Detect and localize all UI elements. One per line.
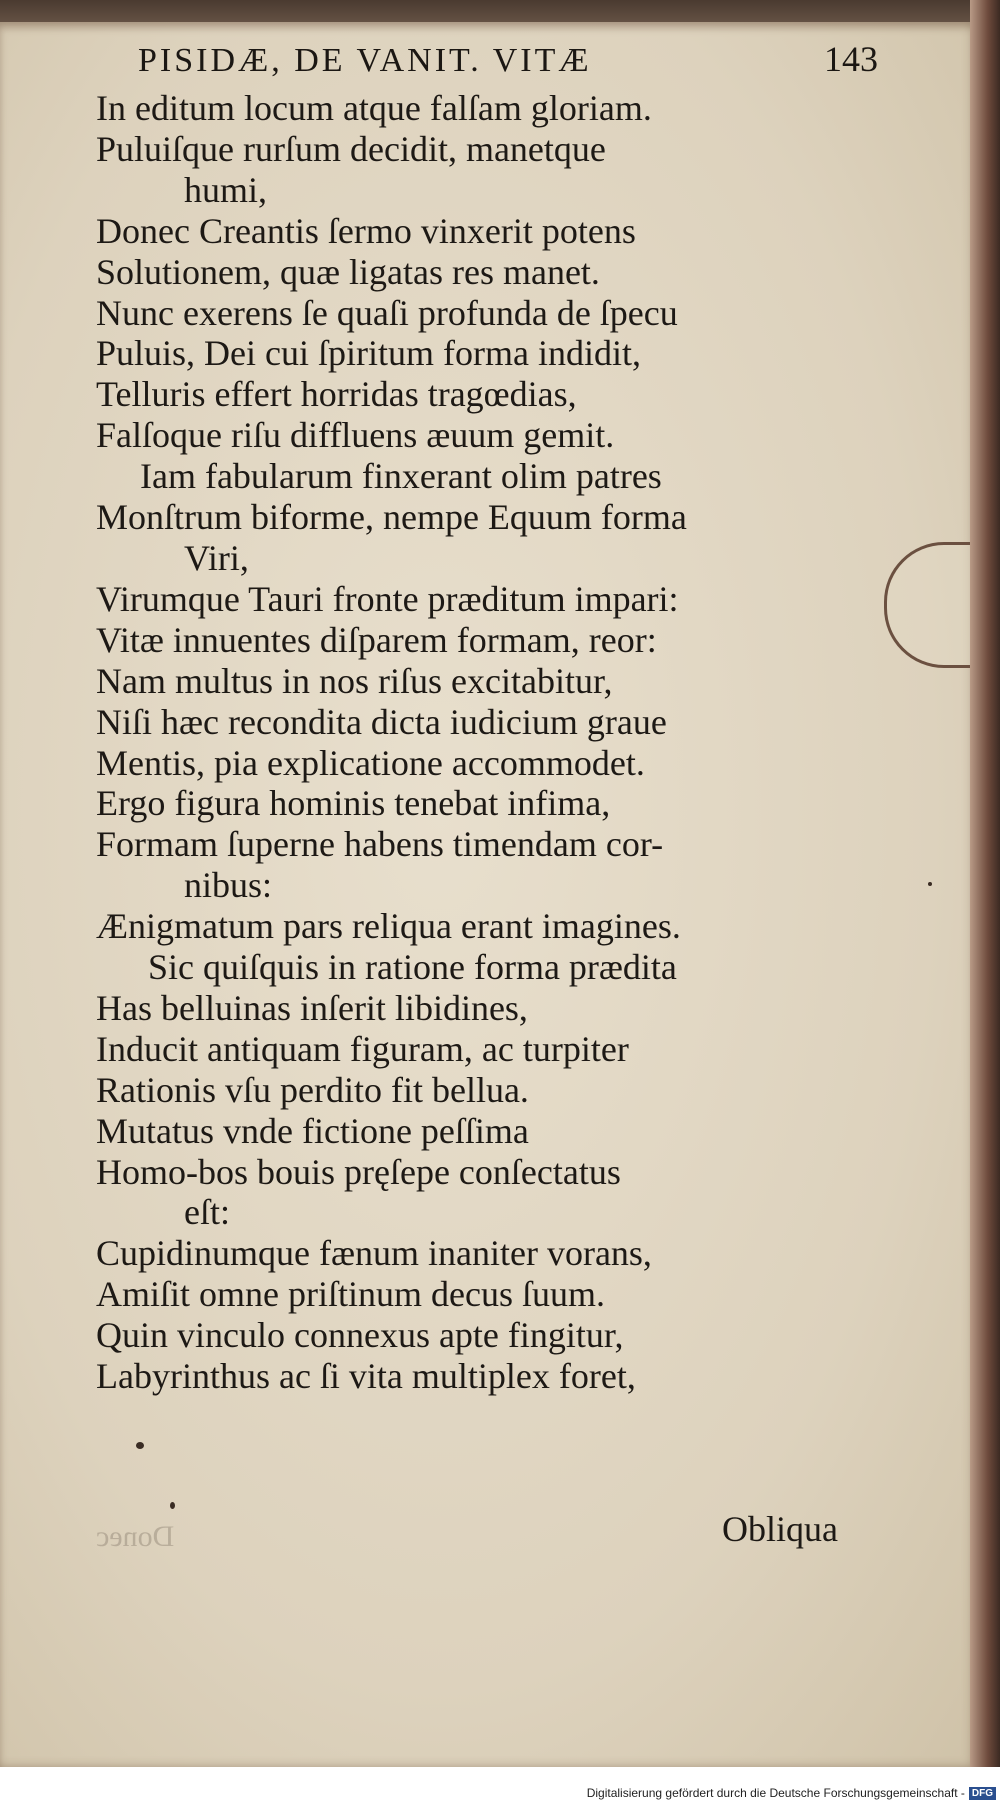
catchword: Obliqua	[722, 1509, 838, 1549]
verse-line: Nunc exerens ſe quaſi profunda de ſpecu	[96, 292, 678, 333]
running-head	[138, 38, 878, 80]
verse-line-continuation: eſt:	[184, 1192, 230, 1233]
verse-line: Mentis, pia explicatione accommodet.	[96, 742, 645, 783]
digitization-credit	[587, 1786, 996, 1800]
running-title: PISIDÆ, DE VANIT. VITÆ	[138, 42, 592, 79]
verse-line-indented: Sic quiſquis in ratione forma prædita	[148, 947, 677, 988]
verse-line-continuation: nibus:	[184, 865, 273, 906]
verse-line: Solutionem, quæ ligatas res manet.	[96, 251, 600, 292]
verse-text	[96, 88, 856, 1397]
verse-line: Monſtrum biforme, nempe Equum forma	[96, 497, 687, 538]
verse-line: Quin vinculo connexus apte fingitur,	[96, 1315, 624, 1356]
book-right-edge	[970, 0, 1000, 1780]
credit-text: Digitalisierung gefördert durch die Deutsche Forschungsgemeinschaft -	[586, 1786, 965, 1800]
verse-line: Cupidinumque fænum inaniter vorans,	[96, 1233, 652, 1274]
verse-line-continuation: Viri,	[184, 537, 249, 578]
verse-line-indented: Iam fabularum finxerant olim patres	[140, 456, 662, 497]
verse-line: Falſoque riſu diffluens æuum gemit.	[96, 415, 615, 456]
verse-line: In editum locum atque falſam gloriam.	[96, 88, 652, 128]
verse-line: Virumque Tauri fronte præditum impari:	[96, 578, 679, 619]
verse-line: Telluris effert horridas tragœdias,	[96, 374, 577, 415]
ink-speck	[928, 882, 932, 886]
dfg-logo: DFG	[969, 1787, 996, 1800]
verse-line: Labyrinthus ac ſi vita multiplex foret,	[96, 1356, 636, 1397]
verse-line: Formam ſuperne habens timendam cor-	[96, 824, 664, 865]
verse-line: Homo-bos bouis pręſepe conſectatus	[96, 1151, 621, 1192]
verse-line: Puluiſque rurſum decidit, manetque	[96, 128, 606, 169]
verse-line: Has belluinas inſerit libidines,	[96, 987, 528, 1028]
page-number: 143	[824, 39, 878, 79]
verse-line: Niſi hæc recondita dicta iudicium graue	[96, 701, 667, 742]
verse-line: Ergo figura hominis tenebat infima,	[96, 783, 611, 824]
verse-line: Vitæ innuentes diſparem formam, reor:	[96, 619, 657, 660]
bleed-through-text: Donec	[96, 1520, 175, 1553]
ink-speck	[136, 1442, 144, 1449]
ink-speck	[170, 1502, 175, 1509]
verse-line-continuation: humi,	[184, 169, 268, 210]
verse-line: Ænigmatum pars reliqua erant imagines.	[96, 906, 681, 947]
verse-line: Donec Creantis ſermo vinxerit potens	[96, 210, 636, 251]
verse-line: Amiſit omne priſtinum decus ſuum.	[96, 1274, 605, 1315]
verse-line: Inducit antiquam figuram, ac turpiter	[96, 1028, 629, 1069]
verse-line: Puluis, Dei cui ſpiritum forma indidit,	[96, 333, 641, 374]
verse-line: Nam multus in nos riſus excitabitur,	[96, 660, 613, 701]
verse-line: Rationis vſu perdito fit bellua.	[96, 1069, 529, 1110]
verse-line: Mutatus vnde fictione peſſima	[96, 1110, 529, 1151]
